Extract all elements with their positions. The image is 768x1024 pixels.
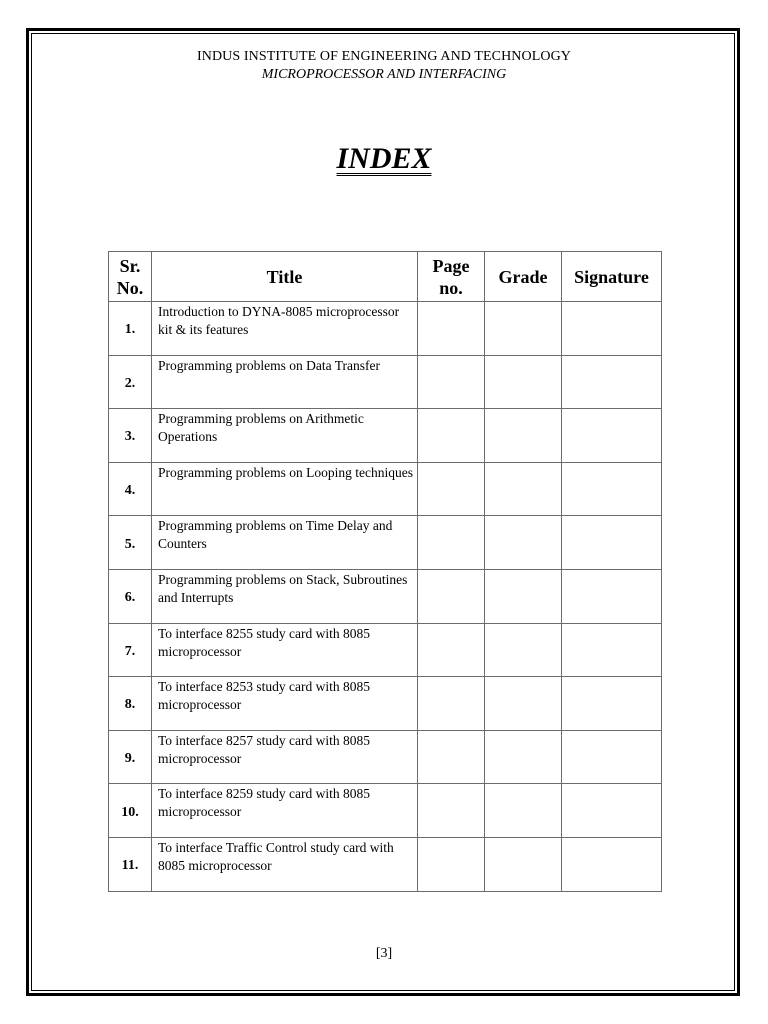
sr-no-cell: 9. bbox=[109, 730, 152, 784]
title-cell: To interface 8257 study card with 8085 microprocessor bbox=[152, 730, 418, 784]
signature-cell bbox=[562, 355, 662, 409]
table-row bbox=[109, 462, 662, 516]
sr-no-cell: 4. bbox=[109, 462, 152, 516]
page-no-header-text: Page no. bbox=[432, 255, 470, 298]
page-no-cell bbox=[418, 677, 485, 731]
institute-header: INDUS INSTITUTE OF ENGINEERING AND TECHNOLOGY bbox=[196, 49, 572, 64]
page-no-cell bbox=[418, 302, 485, 356]
title-cell: To interface 8253 study card with 8085 microprocessor bbox=[152, 677, 418, 731]
grade-cell bbox=[485, 677, 562, 731]
index-table bbox=[108, 251, 662, 892]
signature-cell bbox=[562, 569, 662, 623]
table-row bbox=[109, 409, 662, 463]
subject-header: MICROPROCESSOR AND INTERFACING bbox=[261, 67, 507, 82]
signature-cell bbox=[562, 623, 662, 677]
title-cell: Programming problems on Stack, Subroutines and Interrupts bbox=[152, 569, 418, 623]
grade-cell bbox=[485, 730, 562, 784]
table-row bbox=[109, 623, 662, 677]
grade-cell bbox=[485, 462, 562, 516]
column-header-page-no bbox=[418, 252, 485, 302]
table-row bbox=[109, 516, 662, 570]
index-title-text: INDEX bbox=[336, 142, 432, 175]
signature-cell bbox=[562, 784, 662, 838]
signature-cell bbox=[562, 462, 662, 516]
page-number: [3] bbox=[375, 946, 393, 961]
title-cell: To interface 8255 study card with 8085 microprocessor bbox=[152, 623, 418, 677]
signature-cell bbox=[562, 409, 662, 463]
page-no-cell bbox=[418, 837, 485, 891]
page-no-cell bbox=[418, 355, 485, 409]
title-cell: Introduction to DYNA-8085 microprocessor kit & its features bbox=[152, 302, 418, 356]
table-row bbox=[109, 837, 662, 891]
page-no-cell bbox=[418, 730, 485, 784]
title-cell: Programming problems on Arithmetic Operations bbox=[152, 409, 418, 463]
sr-no-cell: 5. bbox=[109, 516, 152, 570]
page-no-cell bbox=[418, 516, 485, 570]
title-cell: Programming problems on Looping techniques bbox=[152, 462, 418, 516]
signature-cell bbox=[562, 302, 662, 356]
table-row bbox=[109, 730, 662, 784]
grade-cell bbox=[485, 623, 562, 677]
grade-cell bbox=[485, 837, 562, 891]
sr-no-cell: 10. bbox=[109, 784, 152, 838]
title-cell: Programming problems on Time Delay and Counters bbox=[152, 516, 418, 570]
title-cell: To interface 8259 study card with 8085 microprocessor bbox=[152, 784, 418, 838]
sr-no-cell: 11. bbox=[109, 837, 152, 891]
grade-cell bbox=[485, 569, 562, 623]
page-no-cell bbox=[418, 462, 485, 516]
table-row bbox=[109, 355, 662, 409]
column-header-title: Title bbox=[152, 252, 418, 302]
sr-no-cell: 7. bbox=[109, 623, 152, 677]
sr-no-cell: 6. bbox=[109, 569, 152, 623]
grade-cell bbox=[485, 302, 562, 356]
title-cell: Programming problems on Data Transfer bbox=[152, 355, 418, 409]
sr-no-cell: 3. bbox=[109, 409, 152, 463]
table-row bbox=[109, 569, 662, 623]
grade-cell bbox=[485, 784, 562, 838]
signature-cell bbox=[562, 516, 662, 570]
table-row bbox=[109, 302, 662, 356]
table-row bbox=[109, 677, 662, 731]
page-no-cell bbox=[418, 409, 485, 463]
grade-cell bbox=[485, 355, 562, 409]
grade-cell bbox=[485, 516, 562, 570]
column-header-signature: Signature bbox=[562, 252, 662, 302]
table-header-row bbox=[109, 252, 662, 302]
sr-no-cell: 2. bbox=[109, 355, 152, 409]
page-no-cell bbox=[418, 784, 485, 838]
signature-cell bbox=[562, 730, 662, 784]
signature-cell bbox=[562, 837, 662, 891]
column-header-sr-no bbox=[109, 252, 152, 302]
page-title bbox=[0, 142, 768, 176]
title-cell: To interface Traffic Control study card with 8085 microprocessor bbox=[152, 837, 418, 891]
page-no-cell bbox=[418, 569, 485, 623]
column-header-grade: Grade bbox=[485, 252, 562, 302]
sr-no-header-text: Sr. No. bbox=[116, 255, 144, 298]
signature-cell bbox=[562, 677, 662, 731]
sr-no-cell: 1. bbox=[109, 302, 152, 356]
sr-no-cell: 8. bbox=[109, 677, 152, 731]
table-row bbox=[109, 784, 662, 838]
grade-cell bbox=[485, 409, 562, 463]
page-no-cell bbox=[418, 623, 485, 677]
